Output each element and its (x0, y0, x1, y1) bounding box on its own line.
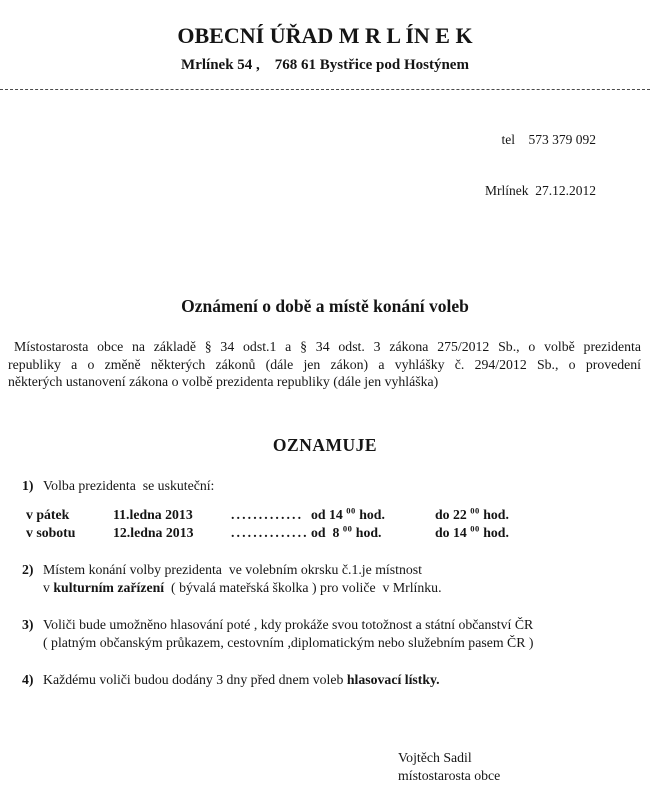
dashed-divider (0, 89, 650, 90)
venue-bold: kulturním zařízení (53, 579, 165, 595)
schedule-day: v pátek (26, 506, 70, 522)
schedule-to-time: do 22 $^{00}$ hod. (435, 505, 509, 522)
schedule-date: 12.ledna 2013 (113, 524, 194, 540)
item-3-marker: 3) (22, 616, 34, 632)
list-item-2 (22, 561, 636, 597)
signature-role: místostarosta obce (398, 767, 501, 783)
list-item-3 (22, 616, 636, 652)
notice-title: Oznámení o době a místě konání voleb (181, 296, 469, 317)
item-4-text: Každému voliči budou dodány 3 dny před dnem voleb hlasovací lístky. (43, 671, 440, 687)
schedule-dots: ............. (231, 506, 304, 522)
schedule-to-time: do 14 $^{00}$ hod. (435, 523, 509, 540)
schedule-dots: .............. (231, 524, 309, 540)
list-item-1 (22, 477, 636, 495)
from-superscript: 00 (346, 505, 356, 516)
signature-block (398, 749, 650, 785)
place-date-line: Mrlínek 27.12.2012 (485, 183, 596, 199)
item-2-text (43, 561, 636, 597)
office-address: Mrlínek 54 , 768 61 Bystřice pod Hostýnem (181, 57, 469, 74)
signature-name: Vojtěch Sadil (398, 749, 472, 765)
intro-line-2: republiky a o změně některých zákonů (dále jen zákon) a vyhlášky č. 294/2012 Sb., o provedení (8, 356, 641, 372)
item-4-marker: 4) (22, 671, 34, 687)
to-superscript: 00 (470, 523, 480, 534)
to-superscript: 00 (470, 505, 480, 516)
telephone-line: tel 573 379 092 (501, 132, 596, 148)
item-2-marker: 2) (22, 561, 34, 577)
intro-paragraph (0, 338, 650, 391)
ballots-bold: hlasovací lístky. (346, 671, 440, 687)
item-3-text (43, 616, 636, 652)
office-name: OBECNÍ ÚŘAD M R L ÍN E K (177, 23, 473, 48)
item-1-marker: 1) (22, 477, 34, 493)
item-2-line-1: Místem konání volby prezidenta ve volebním okrsku č.1.je místnost (43, 561, 422, 577)
announce-heading: OZNAMUJE (272, 434, 378, 455)
intro-line-3: některých ustanovení zákona o volbě prezidenta republiky (dále jen vyhláška) (8, 374, 439, 390)
intro-line-1: Místostarosta obce na základě § 34 odst.1 a § 34 odst. 3 zákona 275/2012 Sb., o volbě prezidenta (14, 339, 641, 355)
schedule-row-friday (26, 506, 636, 524)
item-2-line-2: v kulturním zařízení ( bývalá mateřská školka ) pro voliče v Mrlínku. (43, 579, 442, 595)
schedule-from-time: od 14 $^{00}$ hod. (311, 505, 385, 522)
item-1-text: Volba prezidenta se uskuteční: (43, 477, 215, 493)
item-3-line-1: Voliči bude umožněno hlasování poté , kdy prokáže svou totožnost a státní občanství ČR (43, 616, 534, 632)
item-3-line-2: ( platným občanským průkazem, cestovním ,diplomatickým nebo služebním pasem ČR ) (43, 634, 534, 650)
contact-block (0, 97, 596, 233)
from-superscript: 00 (342, 523, 353, 534)
schedule-date: 11.ledna 2013 (113, 506, 193, 522)
items-list (22, 477, 636, 689)
list-item-4 (22, 671, 636, 689)
election-schedule (22, 506, 636, 542)
schedule-day: v sobotu (26, 524, 76, 540)
schedule-row-saturday (26, 524, 636, 542)
schedule-from-time: od 8 $^{00}$ hod. (311, 523, 382, 540)
